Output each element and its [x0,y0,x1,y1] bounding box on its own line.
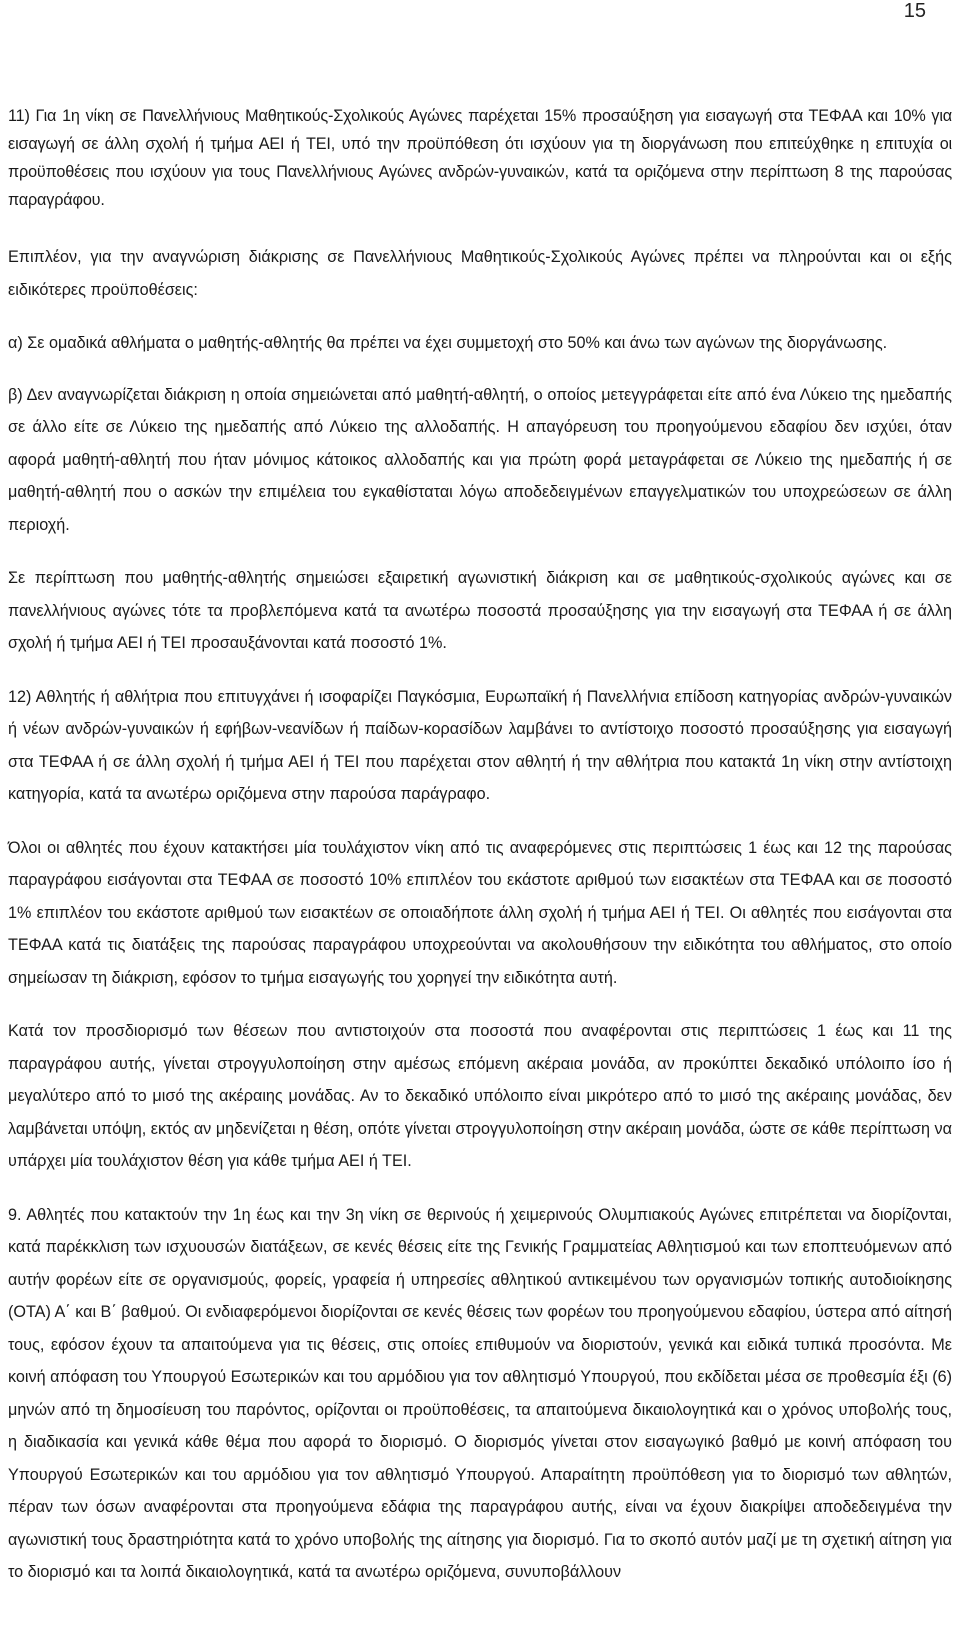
document-body [8,102,952,1589]
paragraph-additional-conditions: Επιπλέον, για την αναγνώριση διάκρισης σε Πανελλήνιους Μαθητικούς-Σχολικούς Αγώνες πρέπει να πληρούνται και οι εξής ειδικότερες προϋποθέσεις: [8,248,952,299]
paragraph-admission-quota: Όλοι οι αθλητές που έχουν κατακτήσει μία τουλάχιστον νίκη από τις αναφερόμενες στις περιπτώσεις 1 έως και 12 της παρούσας παραγράφου εισάγονται στα ΤΕΦΑΑ σε ποσοστό 10% επιπλέον του εκάστοτε αριθμού των εισακτέων στα ΤΕΦΑΑ και σε ποσοστό 1% επιπλέον του εκάστοτε αριθμού των εισακτέων σε οποιαδήποτε άλλη σχολή ή τμήμα ΑΕΙ ή ΤΕΙ. Οι αθλητές που εισάγονται στα ΤΕΦΑΑ κατά τις διατάξεις της παρούσας παραγράφου υποχρεούνται να ακολουθήσουν την ειδικότητα του αθλήματος, στο οποίο σημείωσαν τη διάκριση, εφόσον το τμήμα εισαγωγής του χορηγεί την ειδικότητα αυτή. [8,838,952,987]
paragraph-12-records: 12) Αθλητής ή αθλήτρια που επιτυγχάνει ή ισοφαρίζει Παγκόσμια, Ευρωπαϊκή ή Πανελλήνια επίδοση κατηγορίας ανδρών-γυναικών ή νέων ανδρών-γυναικών ή εφήβων-νεανίδων ή παίδων-κορασίδων λαμβάνει το αντίστοιχο ποσοστό προσαύξησης για εισαγωγή στα ΤΕΦΑΑ ή σε άλλη σχολή ή τμήμα ΑΕΙ ή ΤΕΙ που παρέχεται στον αθλητή ή την αθλήτρια που κατακτά 1η νίκη στην αντίστοιχη κατηγορία, κατά τα ανωτέρω οριζόμενα στην παρούσα παράγραφο. [8,687,952,803]
paragraph-condition-a: α) Σε ομαδικά αθλήματα ο μαθητής-αθλητής θα πρέπει να έχει συμμετοχή στο 50% και άνω των αγώνων της διοργάνωσης. [8,334,888,352]
paragraph-rounding-rule: Κατά τον προσδιορισμό των θέσεων που αντιστοιχούν στα ποσοστά που αναφέρονται στις περιπτώσεις 1 έως και 11 της παραγράφου αυτής, γίνεται στρογγυλοποίηση στην αμέσως επόμενη ακέραια μονάδα, αν προκύπτει δεκαδικό υπόλοιπο ίσο ή μεγαλύτερο από το μισό της ακέραιης μονάδας. Αν το δεκαδικό υπόλοιπο είναι μικρότερο από το μισό της ακέραιης μονάδας, δεν λαμβάνεται υπόψη, εκτός αν μηδενίζεται η θέση, οπότε γίνεται στρογγυλοποίηση στην ακέραιη μονάδα, ώστε σε κάθε περίπτωση να υπάρχει μία τουλάχιστον θέση για κάθε τμήμα ΑΕΙ ή ΤΕΙ. [8,1022,952,1170]
paragraph-condition-b: β) Δεν αναγνωρίζεται διάκριση η οποία σημειώνεται από μαθητή-αθλητή, ο οποίος μετεγγράφεται είτε από ένα Λύκειο της ημεδαπής σε άλλο είτε σε Λύκειο της ημεδαπής από Λύκειο της αλλοδαπής. Η απαγόρευση του προηγούμενου εδαφίου δεν ισχύει, όταν αφορά μαθητή-αθλητή που ήταν μόνιμος κάτοικος αλλοδαπής και για πρώτη φορά μεταγράφεται σε Λύκειο της ημεδαπής ή σε μαθητή-αθλητή που ο ασκών την επιμέλεια του εγκαθίσταται λόγω αποδεδειγμένων επαγγελματικών του υποχρεώσεων σε άλλη περιοχή. [8,385,952,534]
paragraph-combined-distinction: Σε περίπτωση που μαθητής-αθλητής σημειώσει εξαιρετική αγωνιστική διάκριση και σε μαθητικούς-σχολικούς αγώνες και σε πανελλήνιους αγώνες τότε τα προβλεπόμενα κατά τα ανωτέρω ποσοστά προσαύξησης για την εισαγωγή στα ΤΕΦΑΑ ή σε άλλη σχολή ή τμήμα ΑΕΙ ή ΤΕΙ προσαυξάνονται κατά ποσοστό 1%. [8,569,952,652]
paragraph-9-olympic-appointment: 9. Αθλητές που κατακτούν την 1η έως και την 3η νίκη σε θερινούς ή χειμερινούς Ολυμπιακούς Αγώνες επιτρέπεται να διορίζονται, κατά παρέκκλιση των ισχυουσών διατάξεων, σε κενές θέσεις είτε της Γενικής Γραμματείας Αθλητισμού και των εποπτευόμενων από αυτήν φορέων είτε σε οργανισμούς, φορείς, γραφεία ή υπηρεσίες αθλητικού αντικειμένου των οργανισμών τοπικής αυτοδιοίκησης (ΟΤΑ) Α΄ και Β΄ βαθμού. Οι ενδιαφερόμενοι διορίζονται σε κενές θέσεις των φορέων του προηγούμενου εδαφίου, ύστερα από αίτησή τους, εφόσον έχουν τα απαιτούμενα για τις θέσεις, στις οποίες επιθυμούν να διοριστούν, γενικά και ειδικά τυπικά προσόντα. Με κοινή απόφαση του Υπουργού Εσωτερικών και του αρμόδιου για τον αθλητισμό Υπουργού, που εκδίδεται μέσα σε προθεσμία έξι (6) μηνών από τη δημοσίευση του παρόντος, ορίζονται οι προϋποθέσεις, τα απαιτούμενα δικαιολογητικά και ο χρόνος υποβολής τους, η διαδικασία και γενικά κάθε θέμα που αφορά το διορισμό. Ο διορισμός γίνεται στον εισαγωγικό βαθμό με κοινή απόφαση του Υπουργού Εσωτερικών και του αρμόδιου για τον αθλητισμό Υπουργού. Απαραίτητη προϋπόθεση για το διορισμό των αθλητών, πέραν των όσων αναφέρονται στα προηγούμενα εδάφια της παραγράφου αυτής, είναι να έχουν διακρίψει αποδεδειγμένα την αγωνιστική τους δραστηριότητα κατά το χρόνο υποβολής της αίτησης για διορισμό. Για το σκοπό αυτόν μαζί με τη σχετική αίτηση για το διορισμό και τα λοιπά δικαιολογητικά, κατά τα ανωτέρω οριζόμενα, συνυποβάλλουν [8,1205,952,1581]
paragraph-11-student-games: 11) Για 1η νίκη σε Πανελλήνιους Μαθητικούς-Σχολικούς Αγώνες παρέχεται 15% προσαύξηση για εισαγωγή στα ΤΕΦΑΑ και 10% για εισαγωγή σε άλλη σχολή ή τμήμα ΑΕΙ ή ΤΕΙ, υπό την προϋπόθεση ότι ισχύουν για τη διοργάνωση που επιτεύχθηκε η επιτυχία οι προϋποθέσεις που ισχύουν για τους Πανελλήνιους Αγώνες ανδρών-γυναικών, κατά τα οριζόμενα στην περίπτωση 8 της παρούσας παραγράφου. [8,107,952,209]
page-number: 15 [903,0,926,22]
